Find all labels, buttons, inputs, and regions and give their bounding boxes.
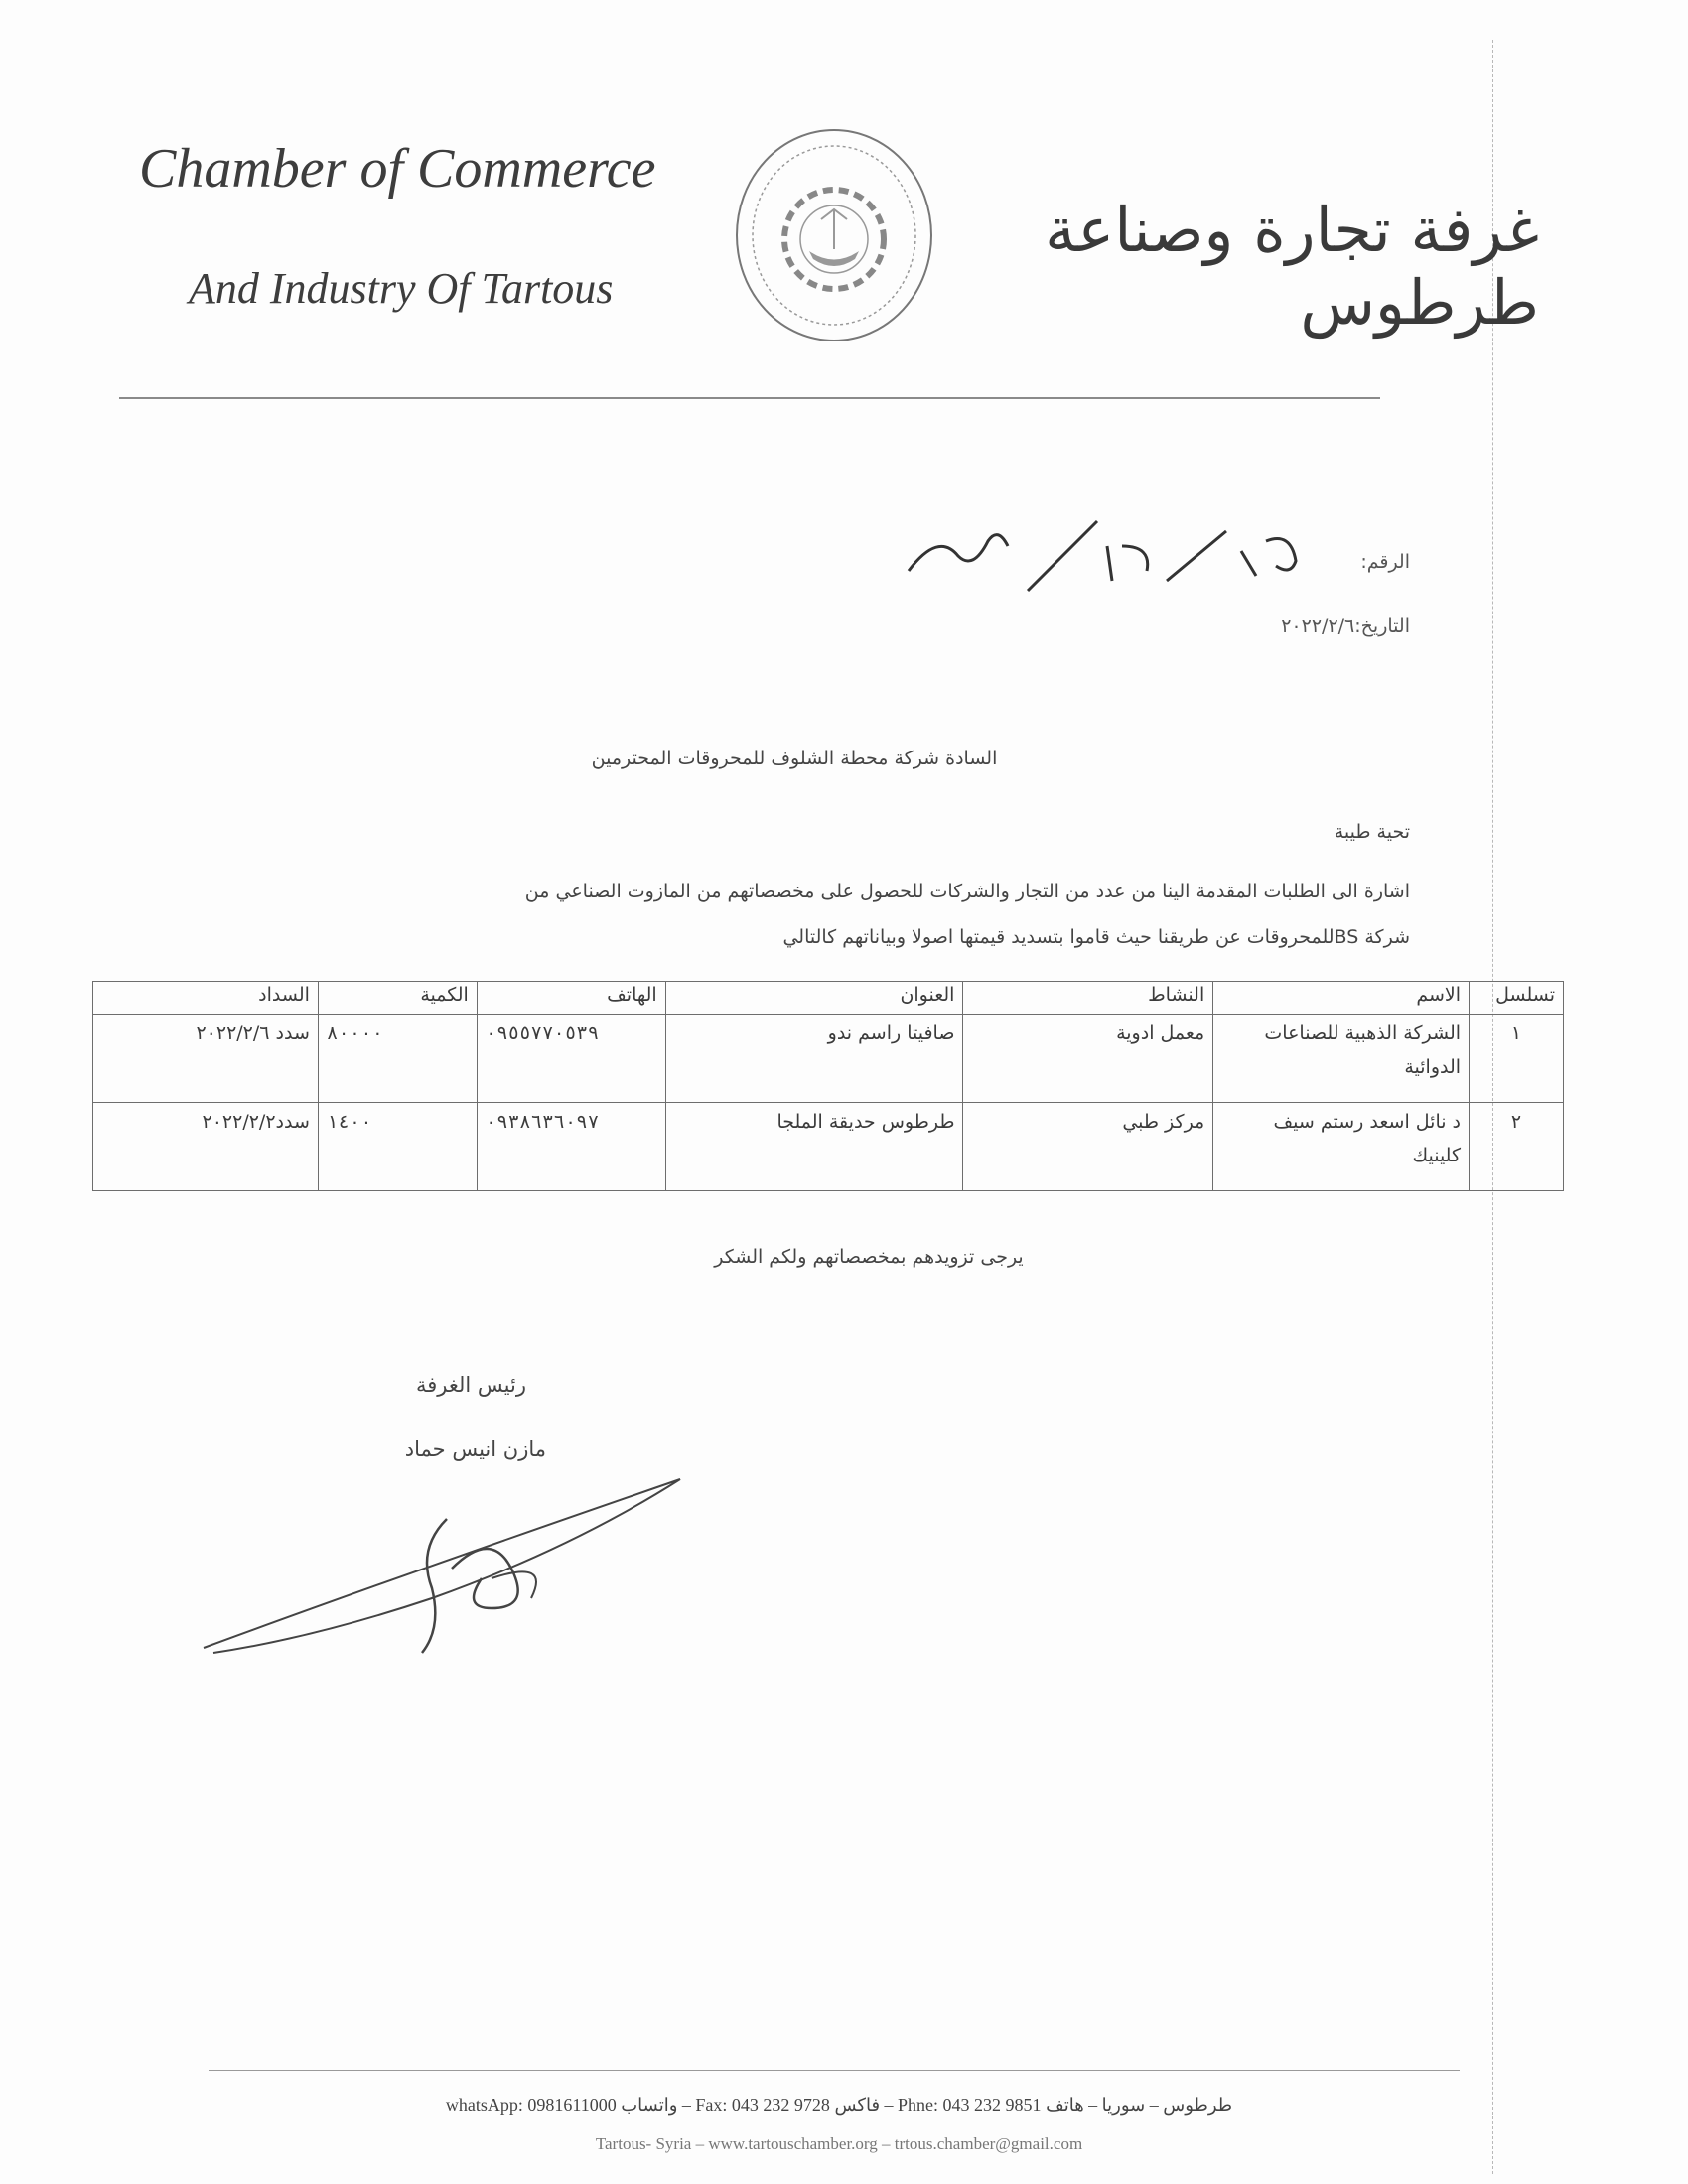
table-row: [93, 1103, 1564, 1191]
table-row: [93, 1015, 1564, 1103]
cell-activity: معمل ادوية: [963, 1015, 1213, 1103]
footer-contact-line: طرطوس – سوريا – هاتف Phne: 043 232 9851 – فاكس Fax: 043 232 9728 – واتساب whatsApp: 0981611000: [445, 2095, 1233, 2115]
col-header-payment: السداد: [93, 982, 319, 1015]
signature-title: رئيس الغرفة: [415, 1373, 526, 1397]
body-line-1: اشارة الى الطلبات المقدمة الينا من عدد من التجار والشركات للحصول على مخصصاتهم من المازوت الصناعي من: [524, 881, 1410, 902]
date-value: ٢٠٢٢/٢/٦: [1281, 615, 1355, 637]
table-header-row: [93, 982, 1564, 1015]
cell-phone: ٠٩٥٥٧٧٠٥٣٩: [477, 1015, 665, 1103]
greeting: تحية طيبة: [1334, 821, 1410, 843]
body-line-2: شركة BSللمحروقات عن طريقنا حيث قاموا بتسديد قيمتها اصولا وبياناتهم كالتالي: [782, 926, 1410, 948]
cell-phone: ٠٩٣٨٦٣٦٠٩٧: [477, 1103, 665, 1191]
handwritten-signature: [194, 1459, 710, 1672]
cell-address: طرطوس حديقة الملجا: [665, 1103, 963, 1191]
closing-line: يرجى تزويدهم بمخصصاتهم ولكم الشكر: [714, 1246, 1024, 1268]
cell-address: صافيتا راسم ندو: [665, 1015, 963, 1103]
header-en-line2: And Industry Of Tartous: [189, 264, 614, 313]
col-header-activity: النشاط: [963, 982, 1213, 1015]
cell-quantity: ٨٠٠٠٠: [318, 1015, 477, 1103]
cell-activity: مركز طبي: [963, 1103, 1213, 1191]
cell-name: الشركة الذهبية للصناعات الدوائية: [1213, 1015, 1470, 1103]
cell-payment: سدد ٢٠٢٢/٢/٦: [93, 1015, 319, 1103]
col-header-address: العنوان: [665, 982, 963, 1015]
footer-web-line: Tartous- Syria – www.tartouschamber.org – trtous.chamber@gmail.com: [595, 2134, 1083, 2153]
chamber-seal-emblem: [730, 124, 938, 347]
signature-name: مازن انيس حماد: [404, 1437, 546, 1461]
addressee: السادة شركة محطة الشلوف للمحروقات المحترمين: [591, 748, 998, 769]
header-rule: [119, 397, 1380, 399]
col-header-seq: تسلسل: [1470, 982, 1564, 1015]
cell-name: د نائل اسعد رستم سيف كلينيك: [1213, 1103, 1470, 1191]
cell-seq: ٢: [1470, 1103, 1564, 1191]
date-line: [1053, 615, 1410, 637]
date-label: التاريخ:: [1354, 615, 1410, 637]
header-ar-title: غرفة تجارة وصناعة طرطوس: [1045, 194, 1539, 339]
footer-rule: [209, 2070, 1460, 2071]
col-header-phone: الهاتف: [477, 982, 665, 1015]
header-en-line1: Chamber of Commerce: [139, 138, 656, 200]
cell-quantity: ١٤٠٠: [318, 1103, 477, 1191]
cell-seq: ١: [1470, 1015, 1564, 1103]
requests-table: [92, 981, 1564, 1191]
cell-payment: سدد٢٠٢٢/٢/٢: [93, 1103, 319, 1191]
col-header-quantity: الكمية: [318, 982, 477, 1015]
handwritten-reference: [899, 501, 1316, 605]
col-header-name: الاسم: [1213, 982, 1470, 1015]
reference-label: الرقم:: [1360, 551, 1410, 573]
